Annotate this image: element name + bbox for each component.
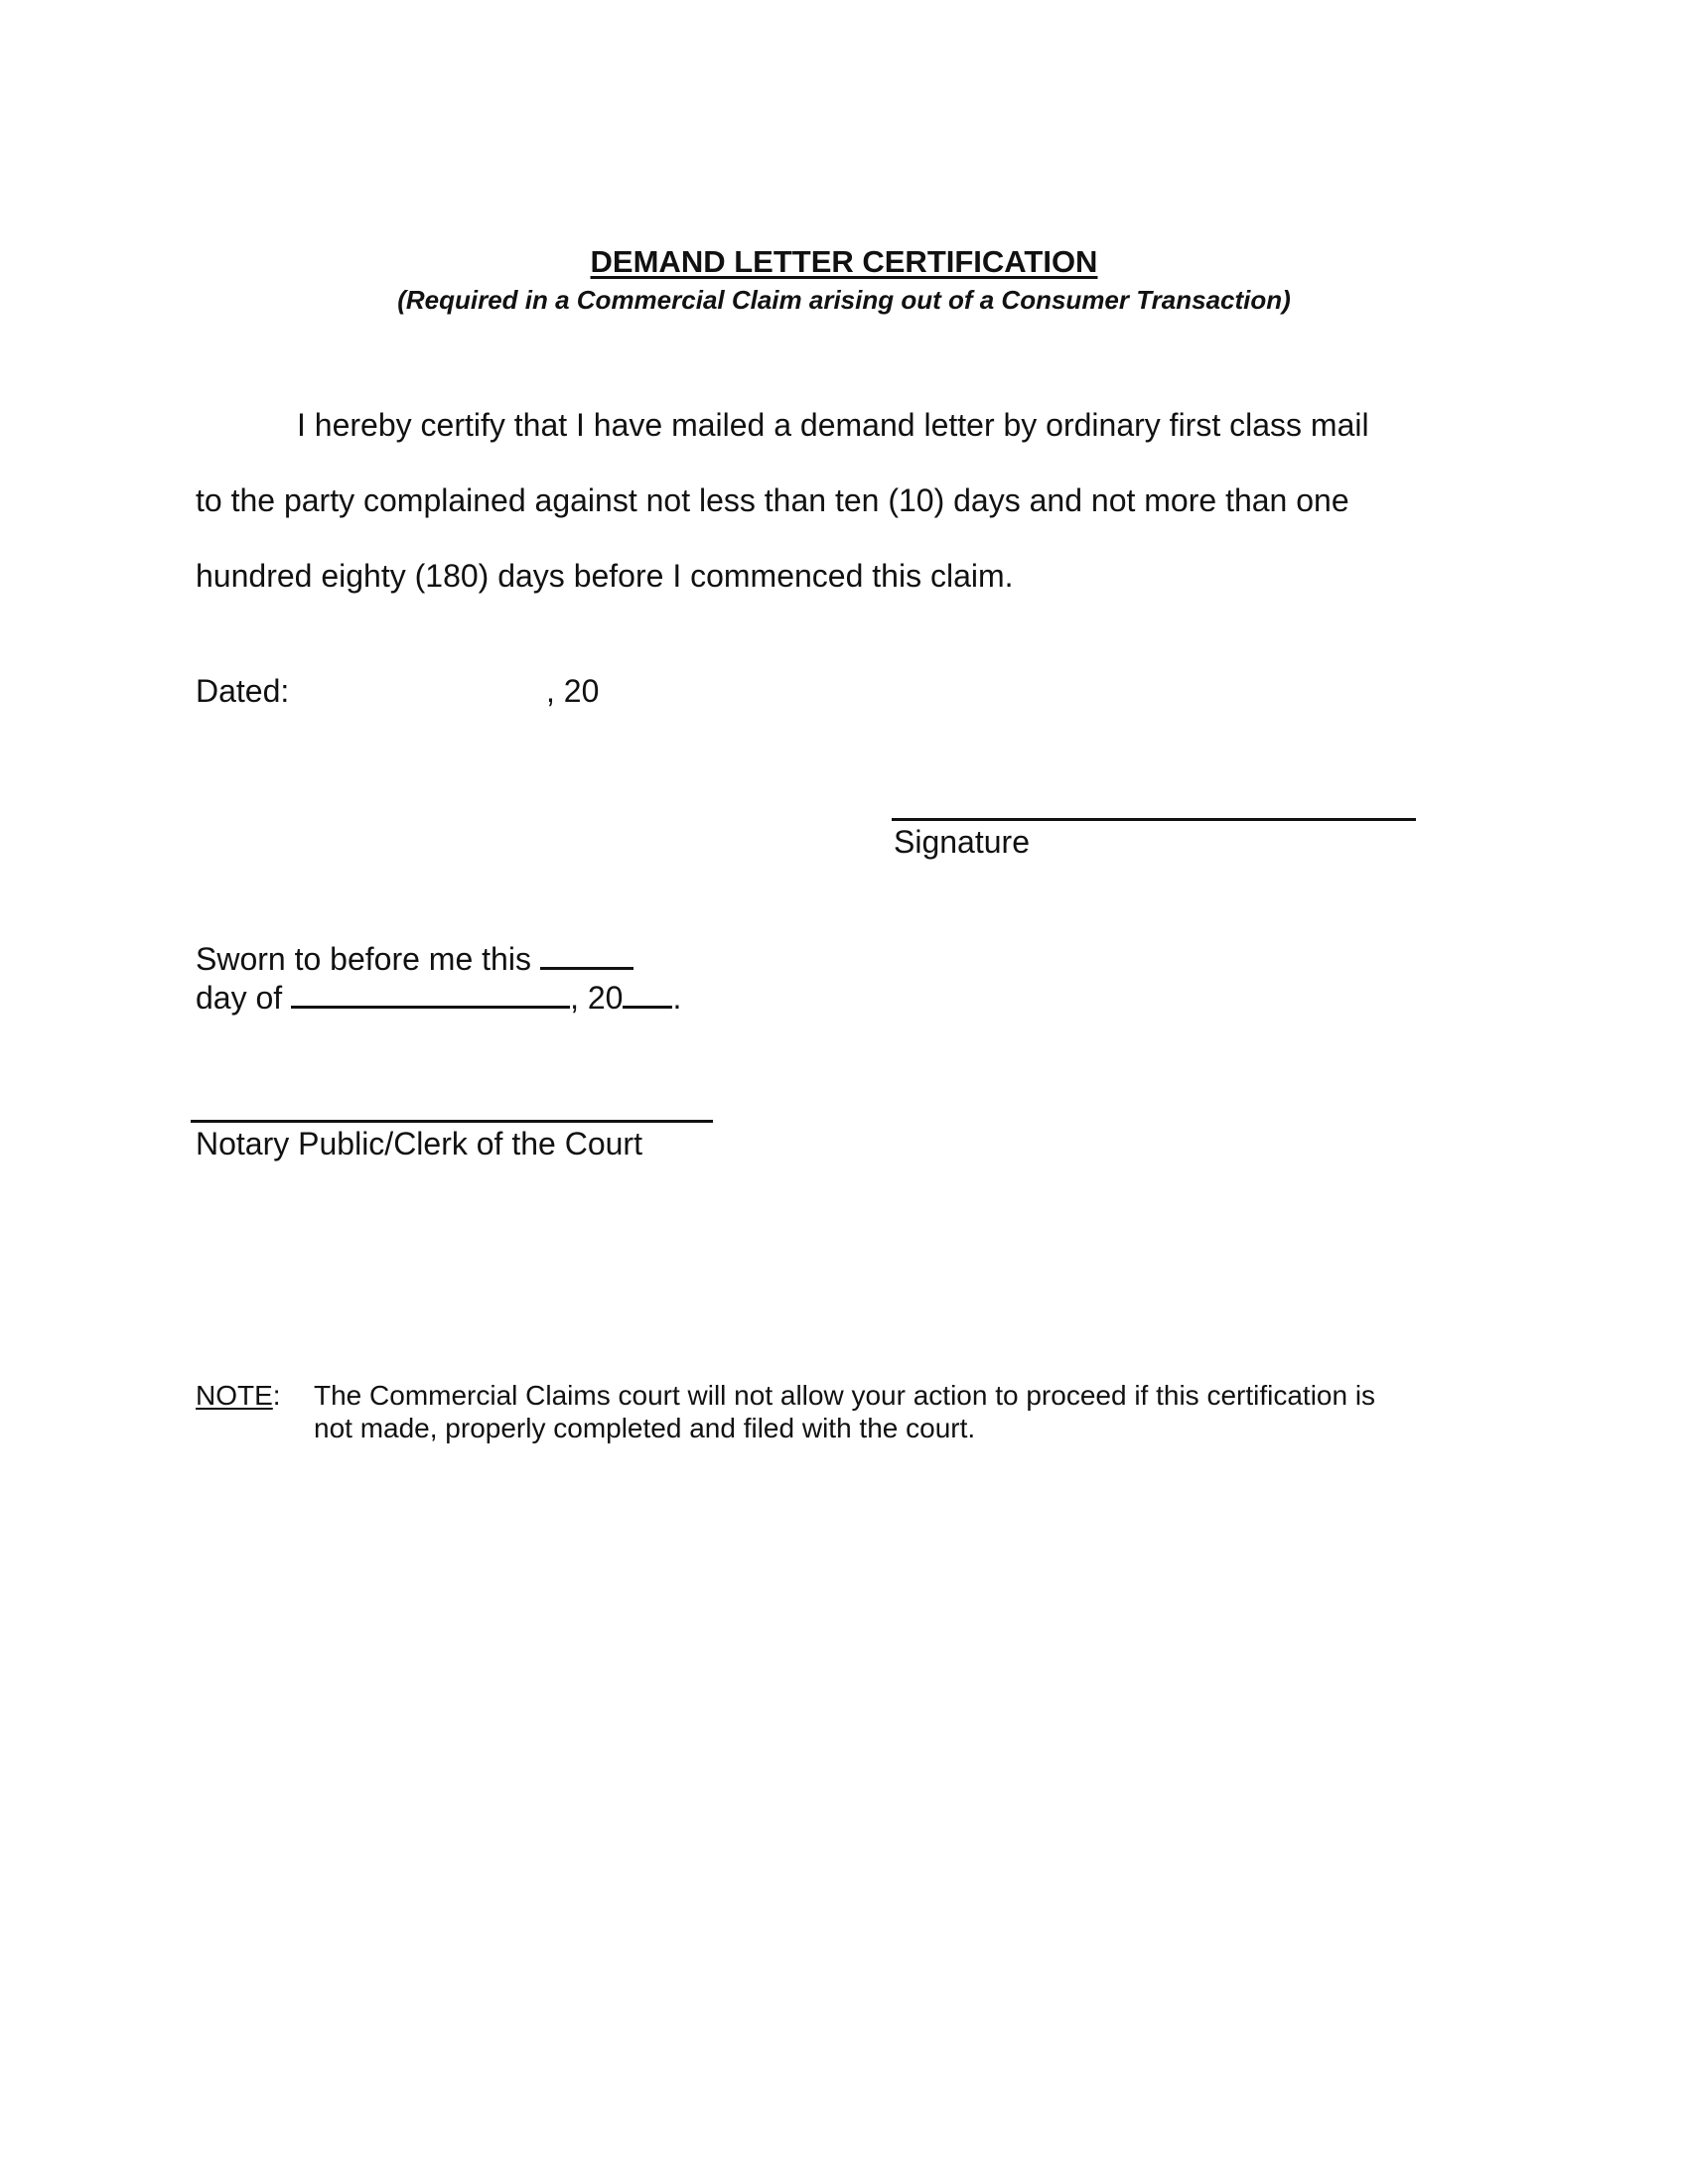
signature-line[interactable] xyxy=(892,818,1416,821)
signature-label: Signature xyxy=(894,824,1030,860)
sworn-day-blank[interactable] xyxy=(540,939,633,970)
sworn-year-blank[interactable] xyxy=(623,978,672,1009)
dated-year-prefix: , 20 xyxy=(546,673,600,709)
notary-signature-line[interactable] xyxy=(191,1120,713,1123)
sworn-text: Sworn to before me this xyxy=(196,941,531,977)
sworn-month-blank[interactable] xyxy=(291,978,570,1009)
note-label xyxy=(196,1380,281,1412)
note-text-line-1: The Commercial Claims court will not allow your action to proceed if this certification is xyxy=(314,1380,1376,1411)
sworn-line-2 xyxy=(196,978,681,1017)
dated-label: Dated: xyxy=(196,673,290,709)
note-colon: : xyxy=(272,1380,281,1411)
sworn-year-text: , 20 xyxy=(570,980,624,1016)
sworn-day-of-text: day of xyxy=(196,980,283,1016)
certification-line-3: hundred eighty (180) days before I commenced this claim. xyxy=(196,558,1014,594)
document-subtitle: (Required in a Commercial Claim arising out of a Consumer Transaction) xyxy=(397,285,1291,315)
notary-label: Notary Public/Clerk of the Court xyxy=(196,1126,642,1161)
sworn-period: . xyxy=(672,980,682,1016)
note-label-text: NOTE xyxy=(196,1380,273,1411)
sworn-line-1 xyxy=(196,939,633,978)
certification-line-1: I hereby certify that I have mailed a demand letter by ordinary first class mail xyxy=(297,407,1369,443)
note-text-line-2: not made, properly completed and filed with the court. xyxy=(314,1413,976,1443)
document-title: DEMAND LETTER CERTIFICATION xyxy=(590,244,1098,279)
certification-line-2: to the party complained against not less than ten (10) days and not more than one xyxy=(196,482,1349,518)
